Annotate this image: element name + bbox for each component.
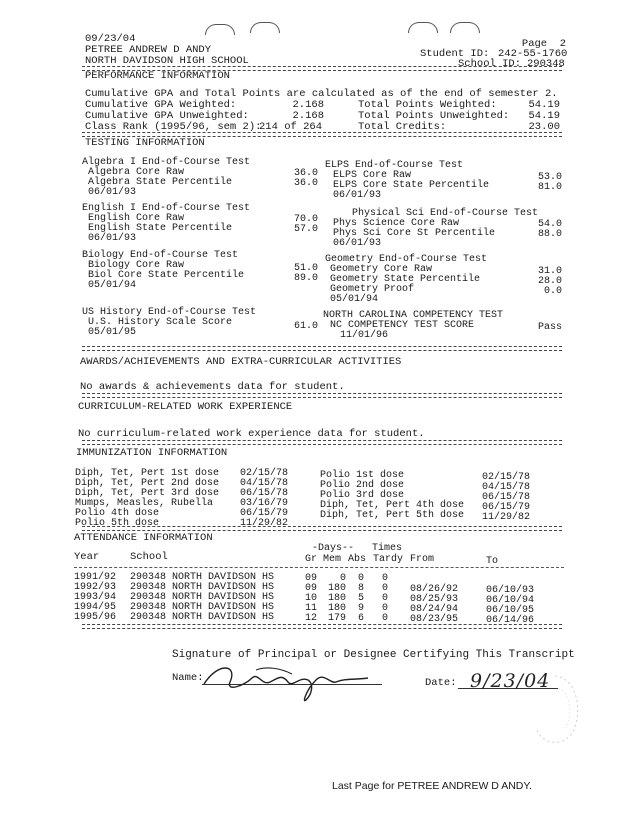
school-id: 290348: [527, 58, 565, 70]
attendance-year: 1991/92: [74, 572, 117, 583]
curriculum-title: CURRICULUM-RELATED WORK EXPERIENCE: [78, 401, 293, 413]
test-row-value: 89.0: [293, 273, 318, 284]
school-id-label: School ID:: [458, 58, 522, 70]
test-row-label: English Core Raw: [88, 213, 185, 224]
separator: [82, 624, 562, 629]
student-id: 242-55-1760: [498, 48, 568, 60]
test-row-value: 31.0: [537, 266, 562, 277]
attendance-tardies: 0: [381, 603, 388, 614]
test-date: 06/01/93: [88, 187, 137, 198]
punch-hole-mark: [408, 22, 438, 33]
test-row-value: 61.0: [293, 321, 318, 332]
immunization-date: 06/15/78: [240, 488, 289, 499]
attendance-year: 1994/95: [74, 602, 117, 613]
test-row-label: Geometry State Percentile: [330, 274, 481, 285]
gpa-weighted-label: Cumulative GPA Weighted:: [85, 99, 237, 111]
attendance-school: 290348 NORTH DAVIDSON HS: [130, 592, 275, 603]
immunization-date: 04/15/78: [240, 478, 289, 489]
test-row-label: Geometry Core Raw: [330, 264, 433, 275]
student-id-label: Student ID:: [420, 48, 490, 60]
attendance-grade: 10: [305, 593, 318, 604]
footer-note: Last Page for PETREE ANDREW D ANDY.: [332, 780, 532, 792]
test-row-value: 53.0: [537, 172, 562, 183]
attendance-membership: 180: [327, 593, 346, 604]
times-header: Times: [372, 543, 403, 554]
immunization-name: Diph, Tet, Pert 3rd dose: [75, 488, 220, 499]
gpa-unweighted-label: Cumulative GPA Unweighted:: [85, 110, 249, 122]
test-date: 06/01/93: [333, 238, 382, 249]
attendance-absences: 6: [357, 613, 364, 624]
attendance-grade: 11: [305, 603, 318, 614]
immunization-date: 02/15/78: [482, 472, 531, 483]
test-title: ELPS End-of-Course Test: [325, 160, 464, 171]
test-date: 11/01/96: [340, 330, 389, 341]
immunization-date: 02/15/78: [240, 468, 289, 479]
attendance-tardies: 0: [381, 613, 388, 624]
separator: [82, 393, 562, 398]
test-date: 06/01/93: [333, 190, 382, 201]
separator: [82, 526, 562, 531]
school-header: School: [130, 551, 168, 563]
test-row-value: 0.0: [543, 286, 562, 297]
separator: [82, 346, 562, 351]
points-weighted-label: Total Points Weighted:: [358, 99, 497, 111]
attendance-membership: 179: [327, 613, 346, 624]
attendance-from: 08/24/94: [410, 604, 459, 615]
attendance-grade: 09: [305, 573, 318, 584]
credits: 23.00: [528, 121, 560, 133]
punch-hole-mark: [250, 22, 280, 33]
page-number: Page 2: [521, 38, 566, 50]
test-row-label: NC COMPETENCY TEST SCORE: [330, 320, 475, 331]
gpa-unweighted: 2.168: [292, 110, 324, 122]
attendance-to: 06/10/94: [486, 595, 535, 606]
test-row-value: 51.0: [293, 263, 318, 274]
attendance-tardies: 0: [381, 583, 388, 594]
test-row-value: 81.0: [537, 182, 562, 193]
test-row-value: 36.0: [293, 178, 318, 189]
attendance-to: 06/10/93: [486, 585, 535, 596]
attendance-year: 1992/93: [74, 582, 117, 593]
test-title: English I End-of-Course Test: [82, 203, 251, 214]
mem-header: Mem: [323, 554, 342, 565]
immunization-date: 06/15/79: [240, 508, 289, 519]
gpa-weighted: 2.168: [292, 99, 324, 111]
test-title: Algebra I End-of-Course Test: [82, 157, 251, 168]
abs-header: Abs: [348, 554, 367, 565]
punch-hole-mark: [205, 24, 235, 35]
test-title: Physical Sci End-of-Course Test: [352, 208, 539, 219]
gr-header: Gr: [305, 554, 318, 565]
test-row-value: 54.0: [537, 219, 562, 230]
name-label: Name:: [172, 672, 204, 684]
attendance-membership: 180: [327, 583, 346, 594]
attendance-tardies: 0: [381, 573, 388, 584]
awards-title: AWARDS/ACHIEVEMENTS AND EXTRA-CURRICULAR ACTIVITIES: [80, 356, 402, 368]
school-seal: [525, 670, 585, 750]
immunization-name: Diph, Tet, Pert 2nd dose: [75, 478, 220, 489]
test-title: NORTH CAROLINA COMPETENCY TEST: [323, 310, 504, 321]
attendance-school: 290348 NORTH DAVIDSON HS: [130, 602, 275, 613]
test-row-value: 70.0: [293, 214, 318, 225]
test-row-label: Algebra State Percentile: [88, 177, 233, 188]
test-row-label: Geometry Proof: [330, 284, 415, 295]
test-row-value: 28.0: [537, 276, 562, 287]
test-row-value: 36.0: [293, 168, 318, 179]
test-row-label: Biol Core State Percentile: [88, 270, 245, 281]
days-header: -Days--: [312, 543, 355, 554]
immunization-name: Polio 5th dose: [75, 518, 160, 529]
attendance-school: 290348 NORTH DAVIDSON HS: [130, 612, 275, 623]
test-date: 05/01/95: [88, 327, 137, 338]
attendance-membership: 180: [327, 603, 346, 614]
test-row-label: Biology Core Raw: [88, 260, 185, 271]
attendance-to: 06/14/96: [486, 615, 535, 626]
immunization-date: 11/29/82: [482, 512, 531, 523]
print-date: 09/23/04: [85, 33, 136, 45]
separator: [82, 440, 562, 445]
immunization-name: Polio 1st dose: [320, 470, 405, 481]
test-row-label: U.S. History Scale Score: [88, 317, 233, 328]
from-header: From: [410, 554, 435, 565]
class-rank: 214 of 264: [259, 121, 323, 133]
attendance-from: 08/26/92: [410, 584, 459, 595]
school-name: NORTH DAVIDSON HIGH SCHOOL: [85, 55, 249, 67]
immunization-name: Polio 3rd dose: [320, 490, 405, 501]
signature-caption: Signature of Principal or Designee Certifying This Transcript: [172, 649, 575, 661]
student-name: PETREE ANDREW D ANDY: [85, 44, 212, 56]
attendance-membership: 0: [339, 573, 346, 584]
year-header: Year: [74, 551, 100, 563]
immunization-date: 06/15/79: [482, 502, 531, 513]
performance-intro: Cumulative GPA and Total Points are calculated as of the end of semester 2.: [85, 88, 558, 100]
attendance-year: 1993/94: [74, 592, 117, 603]
performance-title: PERFORMANCE INFORMATION: [85, 70, 230, 82]
test-row-label: ELPS Core State Percentile: [333, 180, 490, 191]
immunization-name: Diph, Tet, Pert 4th dose: [320, 500, 465, 511]
points-unweighted-label: Total Points Unweighted:: [358, 110, 510, 122]
attendance-grade: 09: [305, 583, 318, 594]
awards-text: No awards & achievements data for student.: [80, 381, 345, 393]
attendance-to: 06/10/95: [486, 605, 535, 616]
test-date: 05/01/94: [88, 280, 137, 291]
to-header: To: [486, 556, 499, 567]
tardy-header: Tardy: [373, 554, 404, 565]
attendance-absences: 9: [357, 603, 364, 614]
test-title: US History End-of-Course Test: [82, 307, 257, 318]
column-rule: [74, 567, 564, 568]
signature-date: 9/23/04: [470, 670, 551, 692]
test-title: Geometry End-of-Course Test: [325, 254, 488, 265]
attendance-school: 290348 NORTH DAVIDSON HS: [130, 582, 275, 593]
immunization-date: 04/15/78: [482, 482, 531, 493]
attendance-from: 08/23/95: [410, 614, 459, 625]
test-row-label: English State Percentile: [88, 223, 233, 234]
immunization-name: Diph, Tet, Pert 5th dose: [320, 510, 465, 521]
curriculum-text: No curriculum-related work experience data for student.: [78, 428, 425, 440]
immunization-title: IMMUNIZATION INFORMATION: [76, 447, 228, 459]
attendance-absences: 0: [357, 573, 364, 584]
test-row-value: Pass: [537, 322, 562, 333]
points-unweighted: 54.19: [528, 110, 560, 122]
attendance-title: ATTENDANCE INFORMATION: [74, 532, 213, 544]
attendance-from: 08/25/93: [410, 594, 459, 605]
test-date: 05/01/94: [330, 294, 379, 305]
test-row-value: 88.0: [537, 229, 562, 240]
punch-hole-mark: [450, 22, 480, 33]
credits-label: Total Credits:: [358, 121, 447, 133]
test-row-label: Phys Sci Core St Percentile: [333, 228, 496, 239]
principal-signature: [196, 656, 386, 706]
attendance-absences: 8: [357, 583, 364, 594]
test-row-label: Phys Science Core Raw: [333, 218, 460, 229]
immunization-name: Polio 2nd dose: [320, 480, 405, 491]
test-date: 06/01/93: [88, 233, 137, 244]
test-title: Biology End-of-Course Test: [82, 250, 239, 261]
immunization-name: Diph, Tet, Pert 1st dose: [75, 468, 220, 479]
attendance-year: 1995/96: [74, 612, 117, 623]
class-rank-label: Class Rank (1995/96, sem 2):: [85, 121, 262, 133]
attendance-grade: 12: [305, 613, 318, 624]
immunization-name: Polio 4th dose: [75, 508, 160, 519]
points-weighted: 54.19: [528, 99, 560, 111]
attendance-absences: 5: [357, 593, 364, 604]
attendance-school: 290348 NORTH DAVIDSON HS: [130, 572, 275, 583]
attendance-tardies: 0: [381, 593, 388, 604]
test-row-label: ELPS Core Raw: [333, 170, 412, 181]
immunization-date: 11/29/82: [240, 518, 289, 529]
test-row-value: 57.0: [293, 224, 318, 235]
immunization-date: 06/15/78: [482, 492, 531, 503]
date-label: Date:: [425, 677, 457, 689]
test-row-label: Algebra Core Raw: [88, 167, 185, 178]
testing-title: TESTING INFORMATION: [85, 137, 205, 149]
immunization-name: Mumps, Measles, Rubella: [75, 498, 214, 509]
immunization-date: 03/16/79: [240, 498, 289, 509]
